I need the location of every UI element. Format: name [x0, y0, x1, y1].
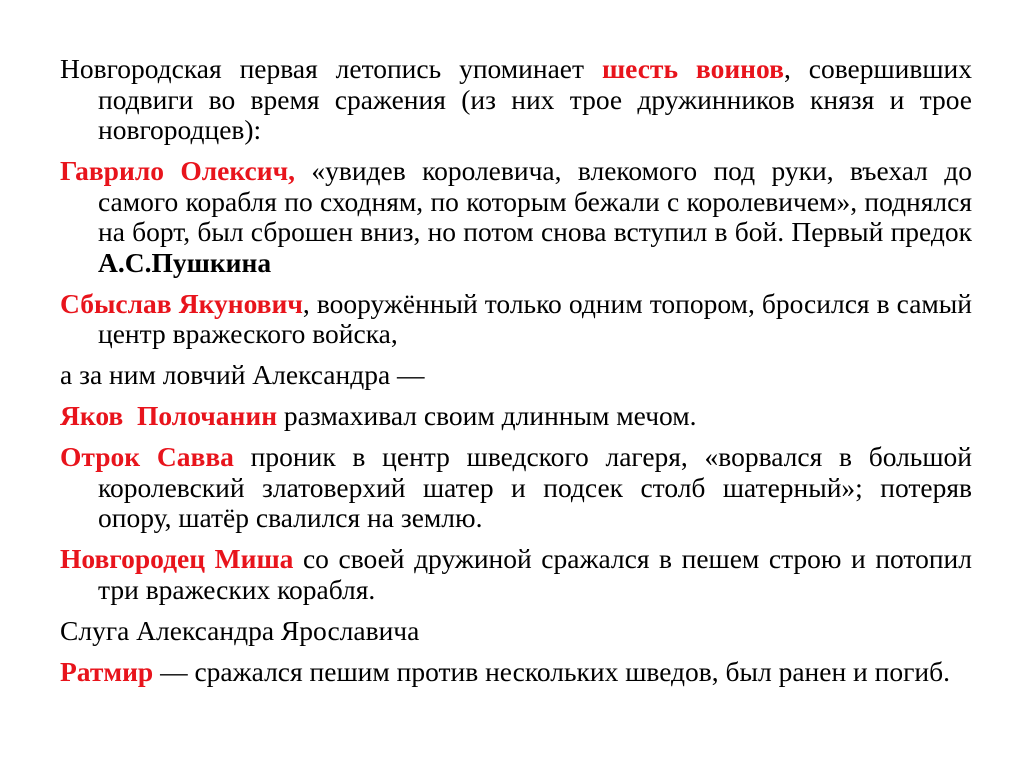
paragraph-savva [60, 442, 972, 534]
paragraph-misha [60, 544, 972, 605]
name-gavrilo-oleksich: Гаврило Олексич, [60, 155, 295, 186]
paragraph-servant [60, 616, 972, 647]
intro-text: Новгородская первая летопись упоминает [60, 53, 602, 84]
paragraph-ratmir [60, 657, 972, 688]
paragraph-yakov [60, 401, 972, 432]
highlight-six-warriors: шесть воинов [601, 53, 784, 84]
name-pushkin: А.С.Пушкина [98, 246, 272, 278]
slide-body [60, 54, 972, 698]
paragraph-gavrilo [60, 156, 972, 278]
yakov-text: размахивал своим длинным мечом. [277, 400, 697, 431]
savva-text: проник в центр шведского лагеря, «ворвался в большой королевский златоверхий шатер и подсек столб шатерный»; потеряв опору, шатёр свалился на землю. [98, 441, 972, 533]
servant-text: Слуга Александра Ярославича [60, 614, 420, 646]
intro-text-cont: , совершивших подвиги во время сражения (из них трое дружинников князя и трое новгородцев): [98, 53, 972, 145]
paragraph-sbyslav [60, 289, 972, 350]
paragraph-intro [60, 54, 972, 146]
ratmir-text: — сражался пешим против нескольких шведов, был ранен и погиб. [153, 655, 950, 687]
name-ratmir: Ратмир [60, 655, 154, 687]
name-novgorodets-misha: Новгородец Миша [60, 543, 294, 574]
hunter-text: а за ним ловчий Александра — [60, 359, 425, 390]
paragraph-hunter [60, 360, 972, 391]
misha-text: со своей дружиной сражался в пешем строю и потопил три вражеских корабля. [98, 543, 972, 605]
name-yakov-polochanin: Яков Полочанин [60, 400, 278, 431]
name-sbyslav-yakunovich: Сбыслав Якунович [60, 287, 303, 319]
name-otrok-savva: Отрок Савва [60, 441, 234, 472]
sbyslav-text: , вооружённый только одним топором, бросился в самый центр вражеского войска, [98, 287, 972, 349]
gavrilo-text: «увидев королевича, влекомого под руки, въехал до самого корабля по сходням, по которым бежали с королевичем», поднялся на борт, был сброшен вниз, но потом снова вступил в бой. Первый предок [98, 155, 972, 247]
